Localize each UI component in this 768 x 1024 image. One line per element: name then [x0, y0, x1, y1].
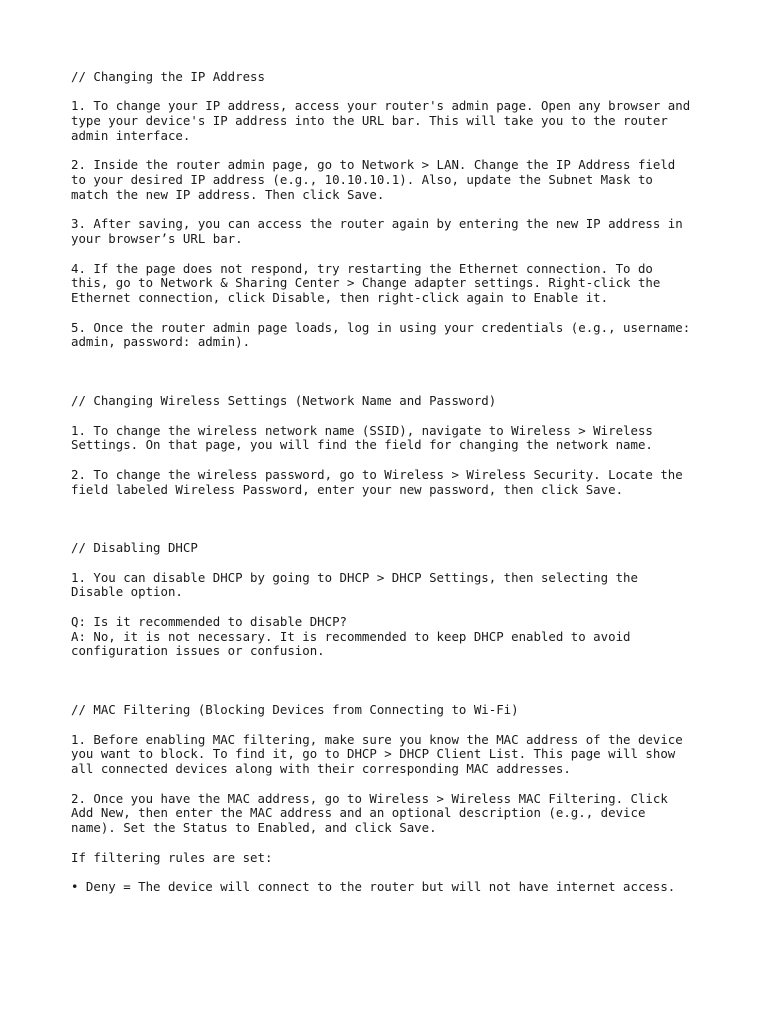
answer-text: A: No, it is not necessary. It is recommended to keep DHCP enabled to avoid configuration issues or confusion.	[71, 628, 631, 659]
paragraph: 2. Inside the router admin page, go to Network > LAN. Change the IP Address field to your desired IP address (e.g., 10.10.10.1). Also, update the Subnet Mask to match the new IP address. Then click Save.	[71, 157, 676, 202]
paragraph: 5. Once the router admin page loads, log in using your credentials (e.g., username: admin, password: admin).	[71, 319, 691, 350]
section-disabling-dhcp	[71, 541, 731, 659]
paragraph: 4. If the page does not respond, try restarting the Ethernet connection. To do this, go to Network & Sharing Center > Change adapter settings. Right-click the Ethernet connection, click Disable, then right-click again to Enable it.	[71, 260, 661, 306]
document-page	[71, 70, 731, 895]
question-answer	[71, 615, 731, 659]
paragraph: 3. After saving, you can access the router again by entering the new IP address in your browser’s URL bar.	[71, 216, 683, 247]
section-changing-ip-address	[71, 70, 731, 350]
paragraph: 1. Before enabling MAC filtering, make sure you know the MAC address of the device you want to block. To find it, go to DHCP > DHCP Client List. This page will show all connected devices along with their corresponding MAC addresses.	[71, 731, 683, 777]
paragraph: If filtering rules are set:	[71, 849, 273, 865]
section-heading: // Disabling DHCP	[71, 540, 198, 556]
section-mac-filtering	[71, 703, 731, 895]
section-heading: // MAC Filtering (Blocking Devices from Connecting to Wi-Fi)	[71, 702, 519, 718]
bullet-item: • Deny = The device will connect to the router but will not have internet access.	[71, 879, 676, 895]
paragraph: 1. You can disable DHCP by going to DHCP > DHCP Settings, then selecting the Disable option.	[71, 569, 638, 600]
question-text: Q: Is it recommended to disable DHCP?	[71, 613, 348, 629]
section-heading: // Changing the IP Address	[71, 69, 265, 84]
paragraph: 1. To change your IP address, access your router's admin page. Open any browser and type your device's IP address into the URL bar. This will take you to the router admin interface.	[71, 98, 691, 143]
section-wireless-settings	[71, 394, 731, 497]
section-heading: // Changing Wireless Settings (Network Name and Password)	[71, 393, 497, 409]
paragraph: 1. To change the wireless network name (SSID), navigate to Wireless > Wireless Settings. On that page, you will find the field for changing the network name.	[71, 422, 653, 453]
paragraph: 2. To change the wireless password, go to Wireless > Wireless Security. Locate the field labeled Wireless Password, enter your new password, then click Save.	[71, 466, 683, 497]
paragraph: 2. Once you have the MAC address, go to Wireless > Wireless MAC Filtering. Click Add New, then enter the MAC address and an optional description (e.g., device name). Set the Status to Enabled, and click Save.	[71, 790, 668, 836]
